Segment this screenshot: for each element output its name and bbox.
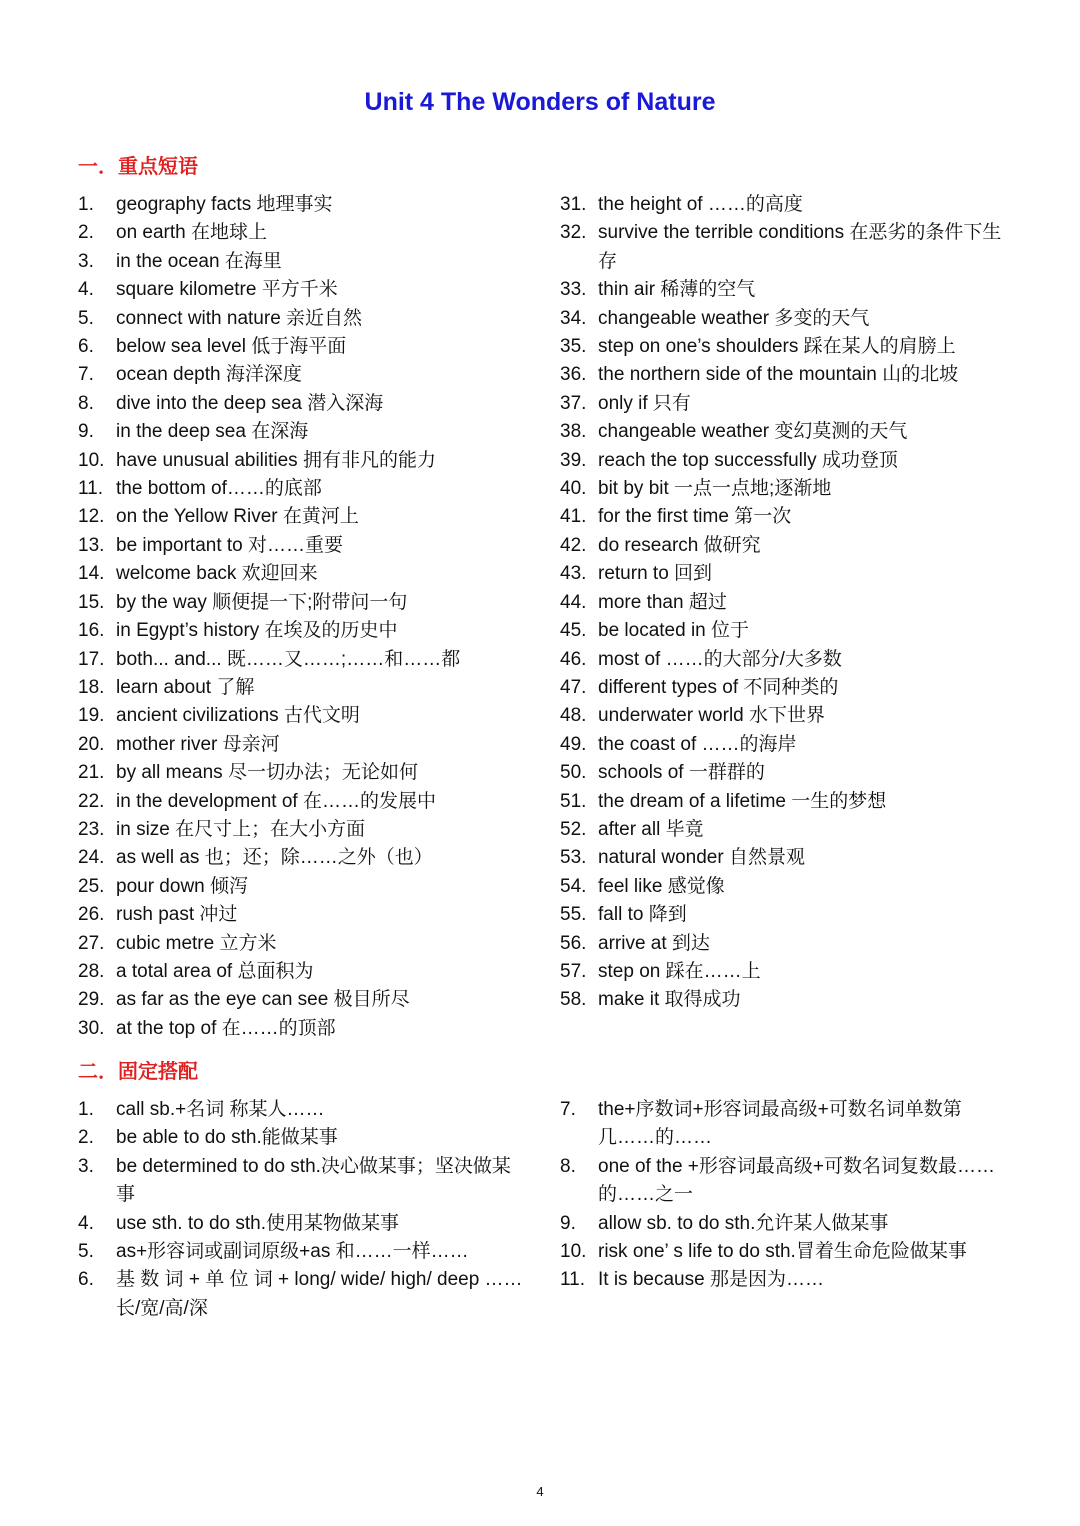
- list-item: [560, 816, 1010, 844]
- item-number: 9.: [560, 1212, 576, 1234]
- item-number: 48.: [560, 705, 587, 727]
- list-item: [560, 873, 1010, 901]
- item-number: 56.: [560, 932, 587, 954]
- item-number: 24.: [78, 847, 105, 869]
- item-number: 55.: [560, 904, 587, 926]
- item-text: step on one’s shoulders 踩在某人的肩膀上: [598, 336, 956, 358]
- item-text: 基 数 词 + 单 位 词 + long/ wide/ high/ deep ……长/宽/高/深: [116, 1269, 523, 1319]
- item-number: 50.: [560, 762, 587, 784]
- list-item: [78, 361, 528, 389]
- list-item: [560, 560, 1010, 588]
- item-text: feel like 感觉像: [598, 875, 725, 897]
- item-text: call sb.+名词 称某人……: [116, 1099, 325, 1120]
- item-text: as well as 也；还；除……之外（也）: [116, 847, 433, 869]
- section-heading-fixed-collocations: 二．固定搭配: [78, 1061, 198, 1083]
- list-item: [78, 418, 528, 446]
- item-text: be able to do sth.能做某事: [116, 1127, 338, 1149]
- list-item: [78, 731, 528, 759]
- item-number: 5.: [78, 1241, 94, 1263]
- list-item: [78, 305, 528, 333]
- item-text: by all means 尽一切办法；无论如何: [116, 762, 418, 784]
- list-item: [560, 361, 1010, 389]
- item-number: 6.: [78, 1269, 94, 1291]
- key-phrases-left-column: [78, 191, 528, 1043]
- item-number: 58.: [560, 989, 587, 1011]
- item-number: 25.: [78, 875, 105, 897]
- item-number: 11.: [560, 1269, 586, 1291]
- item-number: 7.: [560, 1099, 576, 1120]
- item-text: connect with nature 亲近自然: [116, 307, 363, 329]
- item-text: survive the terrible conditions 在恶劣的条件下生存: [598, 222, 1002, 272]
- item-text: reach the top successfully 成功登顶: [598, 449, 898, 471]
- item-number: 44.: [560, 591, 587, 613]
- section-heading-key-phrases: 一．重点短语: [78, 156, 198, 178]
- item-number: 19.: [78, 705, 105, 727]
- item-number: 53.: [560, 847, 587, 869]
- list-item: [560, 674, 1010, 702]
- item-number: 10.: [560, 1241, 587, 1263]
- item-number: 10.: [78, 449, 105, 471]
- list-item: [560, 532, 1010, 560]
- list-item: [78, 248, 528, 276]
- item-text: return to 回到: [598, 563, 713, 585]
- item-number: 21.: [78, 762, 105, 784]
- item-text: cubic metre 立方米: [116, 932, 277, 954]
- item-text: dive into the deep sea 潜入深海: [116, 392, 384, 414]
- item-number: 30.: [78, 1017, 105, 1039]
- list-item: [560, 702, 1010, 730]
- list-item: [560, 1210, 1010, 1238]
- item-number: 1.: [78, 194, 94, 215]
- item-number: 2.: [78, 222, 94, 244]
- item-number: 13.: [78, 534, 105, 556]
- item-number: 43.: [560, 563, 587, 585]
- item-text: in the development of 在……的发展中: [116, 790, 436, 812]
- item-text: for the first time 第一次: [598, 506, 792, 528]
- item-text: underwater world 水下世界: [598, 705, 826, 727]
- item-number: 42.: [560, 534, 587, 556]
- item-number: 32.: [560, 222, 587, 244]
- list-item: [560, 646, 1010, 674]
- item-number: 27.: [78, 932, 105, 954]
- item-number: 40.: [560, 478, 587, 500]
- item-number: 47.: [560, 676, 587, 698]
- item-text: bit by bit 一点一点地;逐渐地: [598, 478, 832, 500]
- item-number: 3.: [78, 250, 94, 272]
- item-number: 15.: [78, 591, 105, 613]
- list-item: [560, 1096, 1010, 1153]
- item-text: schools of 一群群的: [598, 762, 765, 784]
- list-item: [560, 1238, 1010, 1266]
- item-number: 29.: [78, 989, 105, 1011]
- list-item: [78, 901, 528, 929]
- item-text: as far as the eye can see 极目所尽: [116, 989, 410, 1011]
- list-item: [78, 560, 528, 588]
- item-number: 22.: [78, 790, 105, 812]
- item-number: 7.: [78, 364, 94, 386]
- item-number: 51.: [560, 790, 587, 812]
- list-item: [560, 930, 1010, 958]
- item-number: 38.: [560, 421, 587, 443]
- item-text: in Egypt’s history 在埃及的历史中: [116, 620, 398, 642]
- item-text: below sea level 低于海平面: [116, 336, 347, 358]
- item-text: geography facts 地理事实: [116, 194, 333, 215]
- list-item: [560, 844, 1010, 872]
- item-number: 14.: [78, 563, 105, 585]
- list-item: [78, 447, 528, 475]
- list-item: [560, 447, 1010, 475]
- collocations-right-column: [560, 1096, 1010, 1295]
- item-number: 2.: [78, 1127, 94, 1149]
- item-text: the height of ……的高度: [598, 194, 803, 215]
- item-text: do research 做研究: [598, 534, 761, 556]
- item-text: by the way 顺便提一下;附带问一句: [116, 591, 408, 613]
- list-item: [560, 589, 1010, 617]
- item-number: 23.: [78, 818, 105, 840]
- item-text: mother river 母亲河: [116, 733, 280, 755]
- item-number: 34.: [560, 307, 587, 329]
- item-text: natural wonder 自然景观: [598, 847, 805, 869]
- item-text: different types of 不同种类的: [598, 676, 839, 698]
- item-text: arrive at 到达: [598, 932, 710, 954]
- list-item: [78, 191, 528, 219]
- list-item: [560, 1153, 1010, 1210]
- collocations-left-column: [78, 1096, 528, 1323]
- page-title: Unit 4 The Wonders of Nature: [364, 88, 716, 116]
- item-text: step on 踩在……上: [598, 960, 761, 982]
- list-item: [560, 958, 1010, 986]
- list-item: [78, 702, 528, 730]
- list-item: [560, 986, 1010, 1014]
- list-item: [78, 788, 528, 816]
- item-text: rush past 冲过: [116, 904, 238, 926]
- item-number: 39.: [560, 449, 587, 471]
- list-item: [560, 219, 1010, 276]
- item-text: in size 在尺寸上；在大小方面: [116, 818, 366, 840]
- item-text: at the top of 在……的顶部: [116, 1017, 336, 1039]
- item-number: 18.: [78, 676, 105, 698]
- item-number: 31.: [560, 194, 587, 215]
- item-number: 37.: [560, 392, 587, 414]
- item-number: 41.: [560, 506, 587, 528]
- item-number: 26.: [78, 904, 105, 926]
- item-text: more than 超过: [598, 591, 727, 613]
- list-item: [78, 646, 528, 674]
- item-number: 3.: [78, 1155, 94, 1177]
- list-item: [560, 503, 1010, 531]
- item-text: allow sb. to do sth.允许某人做某事: [598, 1212, 889, 1234]
- list-item: [78, 873, 528, 901]
- list-item: [78, 390, 528, 418]
- item-number: 20.: [78, 733, 105, 755]
- list-item: [78, 503, 528, 531]
- list-item: [560, 305, 1010, 333]
- item-text: both... and... 既……又……;……和……都: [116, 648, 461, 670]
- item-number: 4.: [78, 1212, 94, 1234]
- list-item: [78, 958, 528, 986]
- list-item: [560, 418, 1010, 446]
- list-item: [78, 1266, 528, 1323]
- item-text: have unusual abilities 拥有非凡的能力: [116, 449, 436, 471]
- item-number: 49.: [560, 733, 587, 755]
- item-number: 8.: [78, 392, 94, 414]
- list-item: [78, 816, 528, 844]
- item-text: make it 取得成功: [598, 989, 741, 1011]
- list-item: [78, 1096, 528, 1124]
- key-phrases-right-column: [560, 191, 1010, 1015]
- list-item: [78, 617, 528, 645]
- item-text: It is because 那是因为……: [598, 1269, 824, 1291]
- item-text: after all 毕竟: [598, 818, 704, 840]
- list-item: [78, 276, 528, 304]
- item-number: 12.: [78, 506, 105, 528]
- item-text: on the Yellow River 在黄河上: [116, 506, 359, 528]
- item-number: 5.: [78, 307, 94, 329]
- item-text: changeable weather 多变的天气: [598, 307, 870, 329]
- list-item: [78, 1015, 528, 1043]
- list-item: [560, 731, 1010, 759]
- item-number: 35.: [560, 336, 587, 358]
- item-text: pour down 倾泻: [116, 875, 249, 897]
- item-number: 54.: [560, 875, 587, 897]
- item-text: the dream of a lifetime 一生的梦想: [598, 790, 887, 812]
- item-number: 57.: [560, 960, 587, 982]
- item-text: square kilometre 平方千米: [116, 279, 338, 301]
- list-item: [560, 1266, 1010, 1294]
- item-number: 46.: [560, 648, 587, 670]
- list-item: [78, 1124, 528, 1152]
- list-item: [560, 788, 1010, 816]
- item-text: fall to 降到: [598, 904, 687, 926]
- item-text: be located in 位于: [598, 620, 750, 642]
- item-number: 11.: [78, 478, 104, 500]
- list-item: [78, 1238, 528, 1266]
- item-text: welcome back 欢迎回来: [116, 563, 318, 585]
- item-text: in the ocean 在海里: [116, 250, 282, 272]
- item-number: 52.: [560, 818, 587, 840]
- list-item: [78, 844, 528, 872]
- list-item: [78, 589, 528, 617]
- item-text: a total area of 总面积为: [116, 960, 314, 982]
- item-text: thin air 稀薄的空气: [598, 279, 756, 301]
- list-item: [560, 901, 1010, 929]
- item-text: the bottom of……的底部: [116, 478, 322, 500]
- list-item: [560, 191, 1010, 219]
- item-number: 1.: [78, 1099, 94, 1120]
- item-number: 28.: [78, 960, 105, 982]
- item-number: 4.: [78, 279, 94, 301]
- item-text: as+形容词或副词原级+as 和……一样……: [116, 1241, 469, 1263]
- list-item: [560, 475, 1010, 503]
- list-item: [560, 333, 1010, 361]
- list-item: [78, 674, 528, 702]
- item-text: in the deep sea 在深海: [116, 421, 309, 443]
- item-text: the+序数词+形容词最高级+可数名词单数第几……的……: [598, 1099, 962, 1149]
- item-text: be determined to do sth.决心做某事；坚决做某事: [116, 1155, 511, 1206]
- list-item: [78, 930, 528, 958]
- list-item: [78, 219, 528, 247]
- list-item: [560, 390, 1010, 418]
- page-number: 4: [536, 1484, 544, 1499]
- item-number: 36.: [560, 364, 587, 386]
- list-item: [78, 1153, 528, 1210]
- list-item: [560, 276, 1010, 304]
- list-item: [78, 333, 528, 361]
- list-item: [560, 759, 1010, 787]
- item-text: use sth. to do sth.使用某物做某事: [116, 1212, 399, 1234]
- item-number: 8.: [560, 1155, 576, 1177]
- item-text: one of the +形容词最高级+可数名词复数最……的……之一: [598, 1155, 995, 1206]
- item-number: 9.: [78, 421, 94, 443]
- list-item: [78, 475, 528, 503]
- list-item: [78, 986, 528, 1014]
- item-text: only if 只有: [598, 392, 691, 414]
- item-text: changeable weather 变幻莫测的天气: [598, 421, 908, 443]
- item-text: on earth 在地球上: [116, 222, 267, 244]
- item-text: ancient civilizations 古代文明: [116, 705, 360, 727]
- item-number: 45.: [560, 620, 587, 642]
- item-text: the coast of ……的海岸: [598, 733, 797, 755]
- item-text: the northern side of the mountain 山的北坡: [598, 364, 959, 386]
- list-item: [78, 759, 528, 787]
- list-item: [560, 617, 1010, 645]
- item-number: 6.: [78, 336, 94, 358]
- list-item: [78, 532, 528, 560]
- item-text: learn about 了解: [116, 676, 255, 698]
- item-number: 16.: [78, 620, 105, 642]
- item-text: ocean depth 海洋深度: [116, 364, 302, 386]
- item-text: most of ……的大部分/大多数: [598, 648, 842, 670]
- item-number: 17.: [78, 648, 105, 670]
- item-text: risk one’ s life to do sth.冒着生命危险做某事: [598, 1241, 967, 1263]
- list-item: [78, 1210, 528, 1238]
- item-text: be important to 对……重要: [116, 534, 344, 556]
- item-number: 33.: [560, 279, 587, 301]
